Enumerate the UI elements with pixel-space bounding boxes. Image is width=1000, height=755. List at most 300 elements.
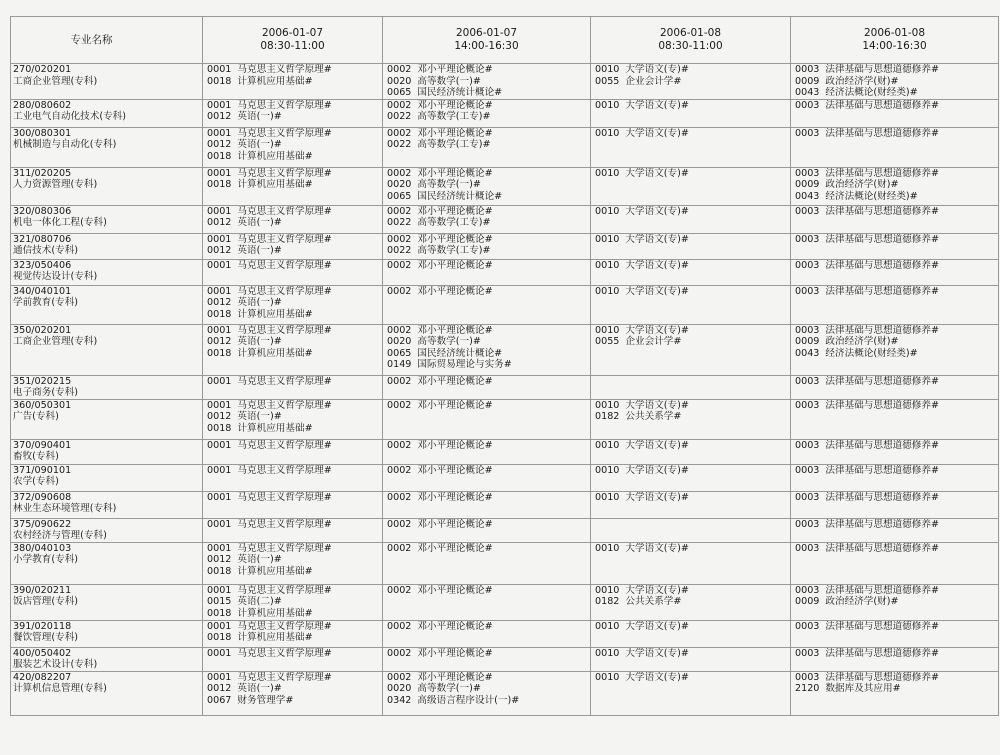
session-2-cell [383,375,591,399]
session-time: 14:00-16:30 [862,40,927,52]
course-entry [795,64,998,76]
course-title: 马克思主义哲学原理# [237,127,332,139]
table-row [11,233,999,259]
course-title: 邓小平理论概论# [417,671,493,683]
course-entry [207,672,382,684]
course-code: 0043 [795,190,820,202]
course-code: 0003 [795,464,820,476]
course-code: 0065 [387,87,412,98]
course-title: 英语(一)# [237,411,282,422]
course-code: 0010 [595,671,620,683]
course-code: 0003 [795,99,820,111]
session-4-cell [791,620,999,647]
course-entry [595,128,790,140]
course-title: 法律基础与思想道德修养# [825,259,939,271]
course-entry [795,286,998,298]
course-entry [207,400,382,412]
course-entry [795,376,998,388]
course-title: 法律基础与思想道德修养# [825,233,939,245]
session-2-cell [383,647,591,671]
course-code: 0003 [795,205,820,217]
exam-schedule-table [10,16,999,716]
course-entry [795,519,998,531]
major-code: 400/050402 [13,647,72,659]
course-title: 法律基础与思想道德修养# [825,491,939,503]
major-name: 通信技术(专科) [13,245,79,256]
course-code: 0001 [207,620,232,632]
course-code: 0149 [387,359,412,370]
course-entry [207,596,382,608]
course-code: 0002 [387,375,412,387]
major-code: 360/050301 [13,399,72,411]
course-entry [595,492,790,504]
course-code: 0001 [207,464,232,476]
course-code: 0003 [795,584,820,596]
session-3-cell [591,233,791,259]
session-1-cell [203,285,383,324]
course-entry [387,695,590,707]
course-title: 法律基础与思想道德修养# [825,542,939,554]
course-title: 国民经济统计概论# [417,87,503,98]
session-4-cell [791,439,999,464]
course-entry [795,492,998,504]
course-entry [387,168,590,180]
course-title: 法律基础与思想道德修养# [825,99,939,111]
course-code: 0002 [387,205,412,217]
major-code: 340/040101 [13,285,72,297]
course-title: 法律基础与思想道德修养# [825,285,939,297]
course-code: 0018 [207,565,232,577]
course-title: 马克思主义哲学原理# [237,518,332,530]
major-code: 270/020201 [13,64,72,75]
course-code: 0002 [387,671,412,683]
course-entry [207,543,382,555]
course-code: 0002 [387,542,412,554]
course-entry [387,440,590,452]
session-date: 2006-01-07 [455,27,518,39]
major-code: 320/080306 [13,205,72,217]
table-row [11,99,999,127]
major-name: 机电一体化工程(专科) [13,217,107,228]
course-entry [387,376,590,388]
course-entry [387,683,590,695]
course-code: 0003 [795,324,820,336]
course-title: 邓小平理论概论# [417,399,493,411]
course-title: 政治经济学(财)# [825,75,899,87]
session-4-cell [791,647,999,671]
course-entry [207,465,382,477]
major-cell [11,439,203,464]
course-title: 马克思主义哲学原理# [237,647,332,659]
session-2-cell [383,324,591,375]
session-3-cell [591,285,791,324]
course-code: 0001 [207,259,232,271]
session-3-cell [591,127,791,167]
course-entry [795,585,998,597]
major-cell [11,464,203,491]
course-entry [207,348,382,360]
course-title: 马克思主义哲学原理# [237,375,332,387]
course-entry [595,76,790,88]
course-entry [207,76,382,88]
session-3-cell [591,399,791,439]
course-entry [207,695,382,707]
course-code: 0002 [387,285,412,297]
course-code: 0012 [207,245,232,256]
major-code: 280/080602 [13,99,72,111]
course-title: 法律基础与思想道德修养# [825,647,939,659]
course-entry [207,519,382,531]
course-entry [207,139,382,151]
course-title: 大学语文(专)# [625,671,689,683]
major-name: 机械制造与自动化(专科) [13,139,117,150]
session-3-cell [591,491,791,518]
table-row [11,324,999,375]
course-title: 企业会计学# [625,336,682,347]
course-entry [595,234,790,246]
course-code: 0009 [795,596,820,607]
session-3-cell [591,324,791,375]
session-4-cell [791,584,999,620]
table-row [11,439,999,464]
session-4-cell [791,127,999,167]
course-entry [207,608,382,620]
major-code: 390/020211 [13,584,72,596]
course-code: 0010 [595,64,620,75]
course-title: 法律基础与思想道德修养# [825,399,939,411]
major-code: 311/020205 [13,167,72,179]
course-code: 0043 [795,347,820,359]
session-1-cell [203,233,383,259]
table-row [11,647,999,671]
major-cell [11,620,203,647]
course-entry [795,621,998,633]
session-2-cell [383,259,591,285]
course-title: 邓小平理论概论# [417,518,493,530]
major-name: 饭店管理(专科) [13,596,79,607]
course-title: 大学语文(专)# [625,491,689,503]
course-entry [387,179,590,191]
course-entry [207,632,382,644]
course-title: 公共关系学# [625,411,682,422]
course-entry [387,191,590,203]
course-title: 法律基础与思想道德修养# [825,439,939,451]
course-entry [387,621,590,633]
course-code: 0002 [387,439,412,451]
course-code: 0010 [595,584,620,596]
course-code: 0018 [207,150,232,162]
course-code: 0001 [207,647,232,659]
header-row [11,17,999,64]
course-title: 邓小平理论概论# [417,324,493,336]
course-code: 0020 [387,336,412,347]
course-title: 邓小平理论概论# [417,375,493,387]
course-entry [207,336,382,348]
course-title: 法律基础与思想道德修养# [825,205,939,217]
course-title: 大学语文(专)# [625,620,689,632]
course-entry [595,440,790,452]
course-title: 英语(二)# [237,596,282,607]
course-entry [795,683,998,695]
session-header [203,17,383,64]
course-code: 0009 [795,179,820,190]
course-code: 0012 [207,139,232,150]
course-title: 计算机应用基础# [237,632,313,643]
course-entry [795,206,998,218]
course-code: 0002 [387,167,412,179]
course-title: 大学语文(专)# [625,584,689,596]
course-entry [387,359,590,371]
course-title: 马克思主义哲学原理# [237,324,332,336]
course-title: 大学语文(专)# [625,399,689,411]
course-entry [595,260,790,272]
course-code: 0018 [207,75,232,87]
course-title: 大学语文(专)# [625,647,689,659]
course-entry [387,585,590,597]
course-title: 大学语文(专)# [625,99,689,111]
course-entry [595,168,790,180]
session-1-cell [203,464,383,491]
course-title: 法律基础与思想道德修养# [825,127,939,139]
session-time: 08:30-11:00 [658,40,723,52]
course-title: 高等数学(一)# [417,683,481,694]
session-1-cell [203,99,383,127]
course-code: 0002 [387,399,412,411]
course-title: 马克思主义哲学原理# [237,205,332,217]
course-code: 0022 [387,111,412,122]
course-title: 大学语文(专)# [625,167,689,179]
course-title: 英语(一)# [237,297,282,308]
course-entry [207,128,382,140]
session-3-cell [591,439,791,464]
course-title: 国民经济统计概论# [417,190,503,202]
course-title: 高级语言程序设计(一)# [417,694,520,706]
course-code: 0003 [795,375,820,387]
course-code: 0003 [795,620,820,632]
major-cell [11,671,203,715]
session-time: 08:30-11:00 [260,40,325,52]
major-code: 380/040103 [13,542,72,554]
course-code: 0003 [795,127,820,139]
course-code: 2120 [795,683,820,694]
course-entry [795,348,998,360]
course-title: 马克思主义哲学原理# [237,584,332,596]
major-code: 420/082207 [13,671,72,683]
course-title: 计算机应用基础# [237,565,313,577]
course-title: 马克思主义哲学原理# [237,671,332,683]
major-code: 350/020201 [13,324,72,336]
course-title: 经济法概论(财经类)# [825,190,918,202]
major-cell [11,518,203,542]
course-code: 0018 [207,347,232,359]
course-entry [795,191,998,203]
course-code: 0003 [795,259,820,271]
table-row [11,167,999,205]
course-entry [387,672,590,684]
course-code: 0003 [795,64,820,75]
course-code: 0001 [207,375,232,387]
course-code: 0001 [207,99,232,111]
course-code: 0018 [207,308,232,320]
major-name: 视觉传达设计(专科) [13,271,98,282]
course-entry [595,648,790,660]
session-3-cell [591,671,791,715]
course-code: 0003 [795,491,820,503]
course-title: 英语(一)# [237,554,282,565]
major-code: 323/050406 [13,259,72,271]
course-entry [595,672,790,684]
course-entry [795,128,998,140]
table-row [11,491,999,518]
session-header [791,17,999,64]
course-title: 邓小平理论概论# [417,439,493,451]
table-row [11,584,999,620]
course-code: 0002 [387,584,412,596]
course-code: 0003 [795,647,820,659]
course-title: 邓小平理论概论# [417,285,493,297]
course-entry [387,206,590,218]
course-title: 英语(一)# [237,683,282,694]
course-code: 0012 [207,411,232,422]
course-code: 0002 [387,127,412,139]
course-entry [795,465,998,477]
course-code: 0003 [795,671,820,683]
course-title: 法律基础与思想道德修养# [825,620,939,632]
course-entry [387,87,590,99]
course-entry [595,465,790,477]
course-code: 0002 [387,647,412,659]
session-4-cell [791,233,999,259]
session-3-cell [591,99,791,127]
course-entry [595,400,790,412]
major-cell [11,375,203,399]
course-code: 0015 [207,596,232,607]
major-cell [11,324,203,375]
course-code: 0003 [795,518,820,530]
course-title: 马克思主义哲学原理# [237,542,332,554]
course-title: 大学语文(专)# [625,285,689,297]
course-code: 0020 [387,75,412,87]
course-code: 0003 [795,542,820,554]
course-code: 0012 [207,554,232,565]
major-name: 餐饮管理(专科) [13,632,79,643]
course-title: 大学语文(专)# [625,127,689,139]
course-entry [207,566,382,578]
session-1-cell [203,491,383,518]
session-4-cell [791,205,999,233]
course-entry [795,336,998,348]
course-code: 0001 [207,233,232,245]
course-title: 数据库及其应用# [825,683,901,694]
course-title: 公共关系学# [625,596,682,607]
course-code: 0065 [387,347,412,359]
course-code: 0010 [595,491,620,503]
course-code: 0012 [207,217,232,228]
course-entry [387,400,590,412]
session-3-cell [591,647,791,671]
session-date: 2006-01-07 [261,27,324,39]
course-code: 0010 [595,399,620,411]
course-code: 0055 [595,336,620,347]
session-2-cell [383,285,591,324]
course-entry [207,621,382,633]
course-code: 0012 [207,111,232,122]
course-title: 马克思主义哲学原理# [237,464,332,476]
course-entry [207,423,382,435]
major-name: 学前教育(专科) [13,297,79,308]
course-code: 0012 [207,297,232,308]
major-code: 371/090101 [13,464,72,476]
course-code: 0001 [207,491,232,503]
course-code: 0182 [595,411,620,422]
session-2-cell [383,584,591,620]
course-title: 高等数学(工专)# [417,139,491,150]
course-title: 财务管理学# [237,694,294,706]
course-entry [387,336,590,348]
course-entry [207,260,382,272]
course-title: 计算机应用基础# [237,75,313,87]
course-code: 0018 [207,422,232,434]
course-title: 计算机应用基础# [237,347,313,359]
session-3-cell [591,375,791,399]
course-title: 英语(一)# [237,217,282,228]
major-code: 300/080301 [13,127,72,139]
session-2-cell [383,99,591,127]
course-entry [207,648,382,660]
major-code: 375/090622 [13,518,72,530]
course-title: 邓小平理论概论# [417,99,493,111]
session-4-cell [791,99,999,127]
course-entry [387,64,590,76]
course-code: 0010 [595,620,620,632]
course-code: 0001 [207,671,232,683]
course-title: 政治经济学(财)# [825,336,899,347]
course-entry [595,325,790,337]
course-title: 英语(一)# [237,111,282,122]
table-row [11,285,999,324]
course-code: 0010 [595,324,620,336]
course-code: 0022 [387,139,412,150]
course-code: 0009 [795,336,820,347]
course-code: 0010 [595,205,620,217]
course-title: 马克思主义哲学原理# [237,285,332,297]
course-entry [795,672,998,684]
table-row [11,127,999,167]
course-entry [207,168,382,180]
table-row [11,259,999,285]
session-4-cell [791,399,999,439]
course-code: 0002 [387,64,412,75]
course-title: 法律基础与思想道德修养# [825,64,939,75]
course-title: 大学语文(专)# [625,464,689,476]
course-entry [387,234,590,246]
table-row [11,464,999,491]
course-title: 高等数学(工专)# [417,111,491,122]
course-code: 0010 [595,99,620,111]
session-4-cell [791,518,999,542]
session-4-cell [791,375,999,399]
major-name: 林业生态环境管理(专科) [13,503,117,514]
major-name: 农学(专科) [13,476,59,487]
course-entry [795,325,998,337]
course-code: 0001 [207,518,232,530]
course-title: 政治经济学(财)# [825,596,899,607]
course-title: 马克思主义哲学原理# [237,439,332,451]
session-2-cell [383,491,591,518]
course-entry [795,596,998,608]
session-3-cell [591,518,791,542]
session-3-cell [591,167,791,205]
